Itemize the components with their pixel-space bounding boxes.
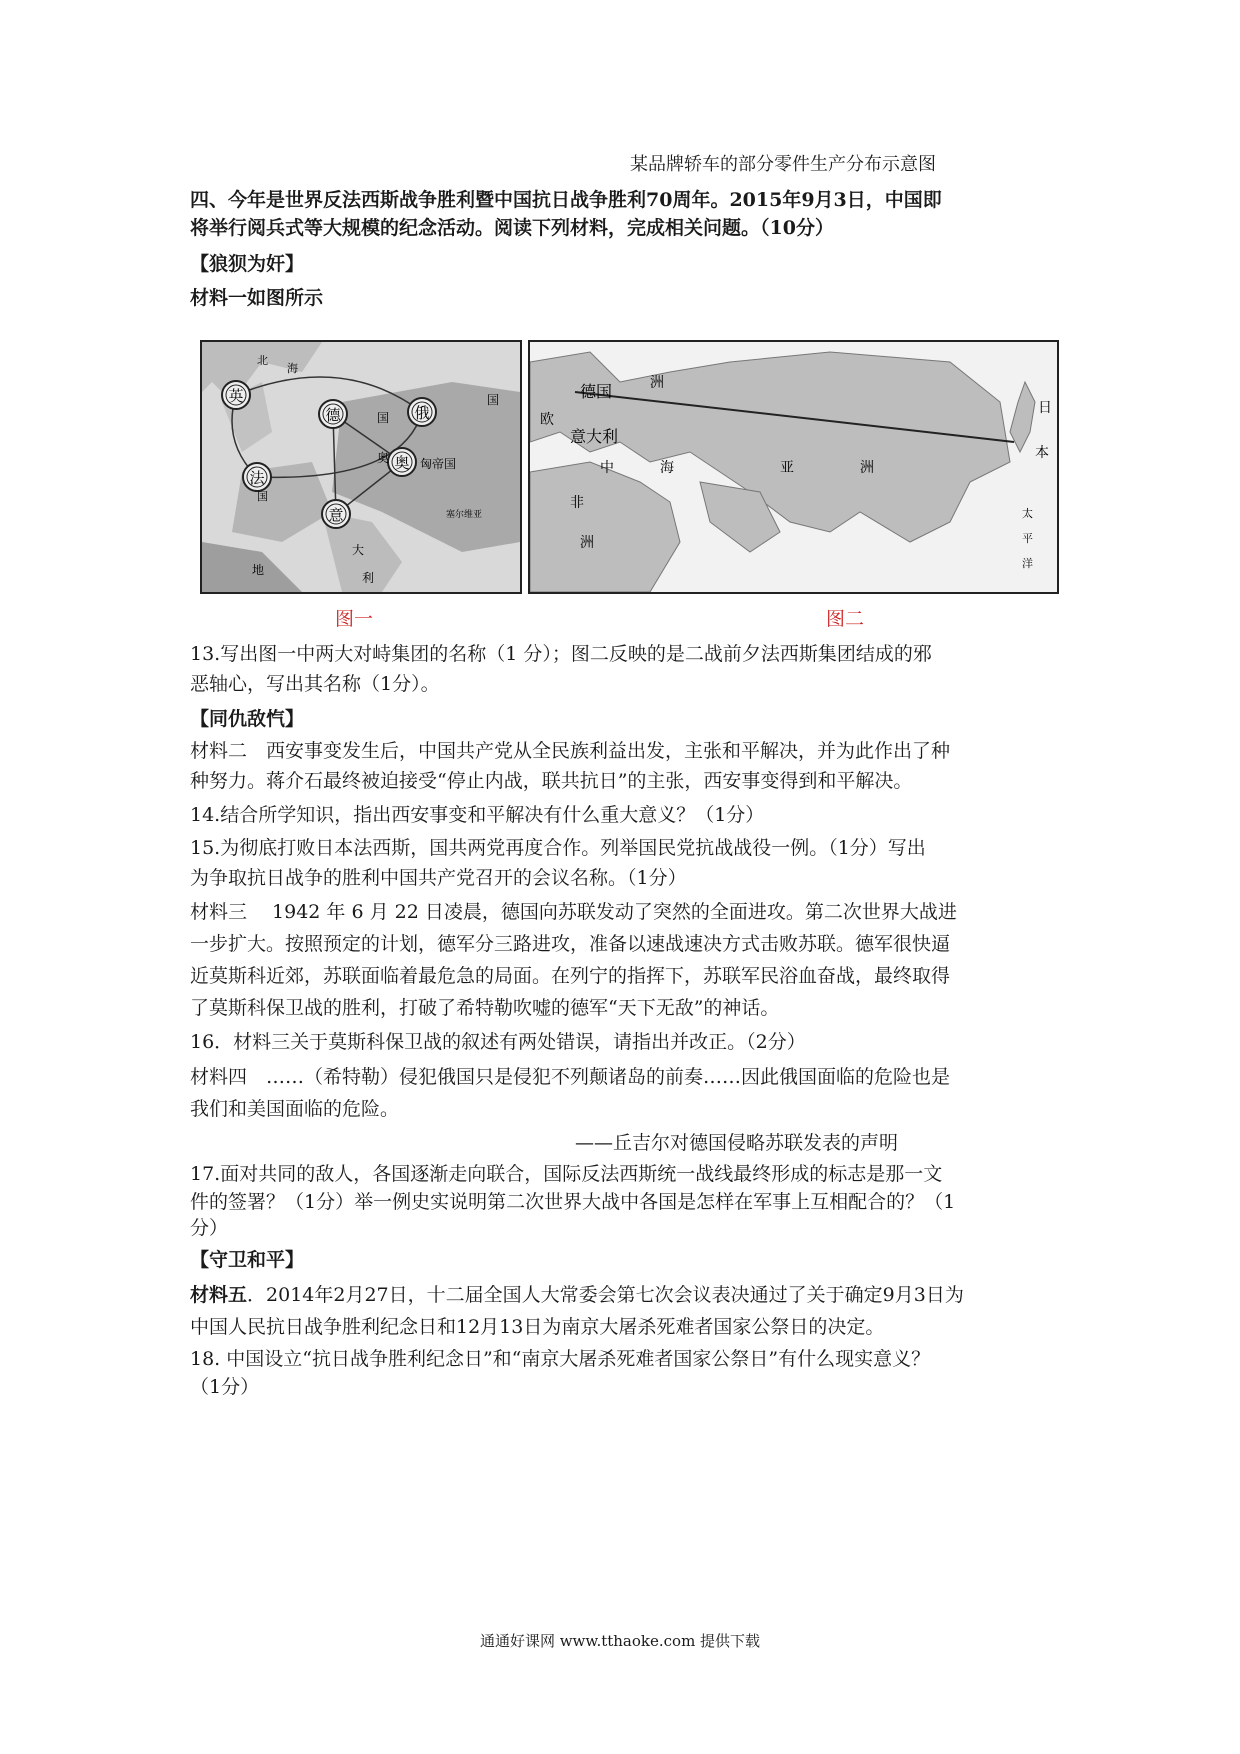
map1-label: 塞尔维亚 xyxy=(446,510,483,520)
circle-label-yi xyxy=(322,500,350,528)
map1-label: 海 xyxy=(287,362,298,375)
top-caption: 某品牌轿车的部分零件生产分布示意图 xyxy=(630,154,936,175)
material5-line2: 中国人民抗日战争胜利纪念日和12月13日为南京大屠杀死难者国家公祭日的决定。 xyxy=(190,1316,885,1338)
map1-label: 大 xyxy=(352,543,365,557)
map1-label: 国 xyxy=(257,490,268,503)
europe-alliance-map xyxy=(202,342,520,592)
svg-text:英: 英 xyxy=(228,387,244,405)
material3-line1: 材料三 1942 年 6 月 22 日凌晨，德国向苏联发动了突然的全面进攻。第二次世界大战进 xyxy=(190,901,957,923)
q13-line2: 恶轴心，写出其名称（1分）。 xyxy=(190,673,440,695)
figure2-label: 图二 xyxy=(826,608,865,630)
circle-label-e xyxy=(408,398,436,426)
material3-line2: 一步扩大。按照预定的计划，德军分三路进攻，准备以速战速决方式击败苏联。德军很快逼 xyxy=(190,933,951,955)
circle-label-ying xyxy=(222,381,250,409)
material5-line1 xyxy=(190,1281,964,1309)
q13-line1: 13.写出图一中两大对峙集团的名称（1 分）；图二反映的是二战前夕法西斯集团结成的邪 xyxy=(190,643,932,665)
map2-label: 中 xyxy=(600,460,614,476)
section4-line2: 将举行阅兵式等大规模的纪念活动。阅读下列材料，完成相关问题。（10分） xyxy=(190,217,834,239)
q18-line1: 18. 中国设立“抗日战争胜利纪念日”和“南京大屠杀死难者国家公祭日”有什么现实意义？ xyxy=(190,1348,931,1370)
map2-label: 本 xyxy=(1035,445,1049,461)
map1-label: 北 xyxy=(257,354,268,367)
material5-text: ．2014年2月27日，十二届全国人大常委会第七次会议表决通过了关于确定9月3日为 xyxy=(247,1284,964,1306)
material2-line2: 种努力。蒋介石最终被迫接受“停止内战，联共抗日”的主张，西安事变得到和平解决。 xyxy=(190,770,913,792)
material3-line3: 近莫斯科近郊，苏联面临着最危急的局面。在列宁的指挥下，苏联军民浴血奋战，最终取得 xyxy=(190,965,951,987)
circle-label-fa xyxy=(243,463,271,491)
material4-line1: 材料四 ……（希特勒）侵犯俄国只是侵犯不列颠诸岛的前奏……因此俄国面临的危险也是 xyxy=(190,1066,951,1088)
circle-label-ao xyxy=(388,448,416,476)
material5-label: 材料五 xyxy=(190,1284,248,1306)
map1-label: 国 xyxy=(487,393,500,407)
map2-label: 洲 xyxy=(580,535,594,551)
map2-label: 平 xyxy=(1022,532,1033,545)
map2-label: 亚 xyxy=(780,460,794,476)
map1-label: 匈帝国 xyxy=(420,457,457,471)
q16: 16．材料三关于莫斯科保卫战的叙述有两处错误，请指出并改正。（2分） xyxy=(190,1031,806,1053)
footer: 通通好课网 www.tthaoke.com 提供下载 xyxy=(479,1632,761,1650)
axis-map xyxy=(530,342,1057,592)
q15-line1: 15.为彻底打败日本法西斯，国共两党再度合作。列举国民党抗战战役一例。（1分）写出 xyxy=(190,837,926,859)
heading-tongchoudikai: 【同仇敌忾】 xyxy=(190,708,305,730)
map2-label: 欧 xyxy=(540,412,554,428)
map1-label: 利 xyxy=(362,571,375,585)
section4-line1: 四、今年是世界反法西斯战争胜利暨中国抗日战争胜利70周年。2015年9月3日，中国即 xyxy=(190,189,942,211)
map-figure-1 xyxy=(200,340,522,594)
material3-line4: 了莫斯科保卫战的胜利，打破了希特勒吹嘘的德军“天下无敌”的神话。 xyxy=(190,997,780,1019)
svg-text:俄: 俄 xyxy=(414,404,430,422)
material2-line1: 材料二 西安事变发生后，中国共产党从全民族利益出发，主张和平解决，并为此作出了种 xyxy=(190,740,951,762)
circle-label-de xyxy=(319,400,347,428)
svg-text:德: 德 xyxy=(325,406,341,424)
map2-label: 德国 xyxy=(580,382,613,401)
svg-text:奥: 奥 xyxy=(394,454,410,472)
svg-text:意: 意 xyxy=(328,506,344,524)
map2-label: 洲 xyxy=(650,375,664,391)
heading-langbeiweijian: 【狼狈为奸】 xyxy=(190,253,305,275)
figure1-label: 图一 xyxy=(335,608,374,630)
map2-label: 洲 xyxy=(860,460,874,476)
map2-label: 海 xyxy=(660,460,674,476)
map1-label: 国 xyxy=(377,411,390,425)
svg-text:法: 法 xyxy=(249,469,265,487)
material4-line2: 我们和美国面临的危险。 xyxy=(190,1098,400,1120)
map2-label: 洋 xyxy=(1022,557,1033,570)
material4-source: ——丘吉尔对德国侵略苏联发表的声明 xyxy=(575,1132,899,1154)
heading-shouweiheping: 【守卫和平】 xyxy=(190,1249,305,1271)
map2-label: 太 xyxy=(1022,507,1033,520)
q15-line2: 为争取抗日战争的胜利中国共产党召开的会议名称。（1分） xyxy=(190,867,687,889)
map2-label: 意大利 xyxy=(570,427,619,446)
q17-line1: 17.面对共同的敌人，各国逐渐走向联合，国际反法西斯统一战线最终形成的标志是那一文 xyxy=(190,1163,943,1185)
q17-line2: 件的签署？（1分）举一例史实说明第二次世界大战中各国是怎样在军事上互相配合的？（1 xyxy=(190,1191,956,1213)
q14: 14.结合所学知识，指出西安事变和平解决有什么重大意义？（1分） xyxy=(190,804,765,826)
map2-label: 日 xyxy=(1038,400,1052,416)
map1-label: 奥 xyxy=(377,451,390,465)
material1-label: 材料一如图所示 xyxy=(190,287,324,309)
map2-label: 非 xyxy=(570,495,584,511)
map1-label: 地 xyxy=(252,563,265,577)
map-figure-2 xyxy=(528,340,1059,594)
q18-line2: （1分） xyxy=(190,1376,260,1398)
q17-line3: 分） xyxy=(190,1217,229,1239)
